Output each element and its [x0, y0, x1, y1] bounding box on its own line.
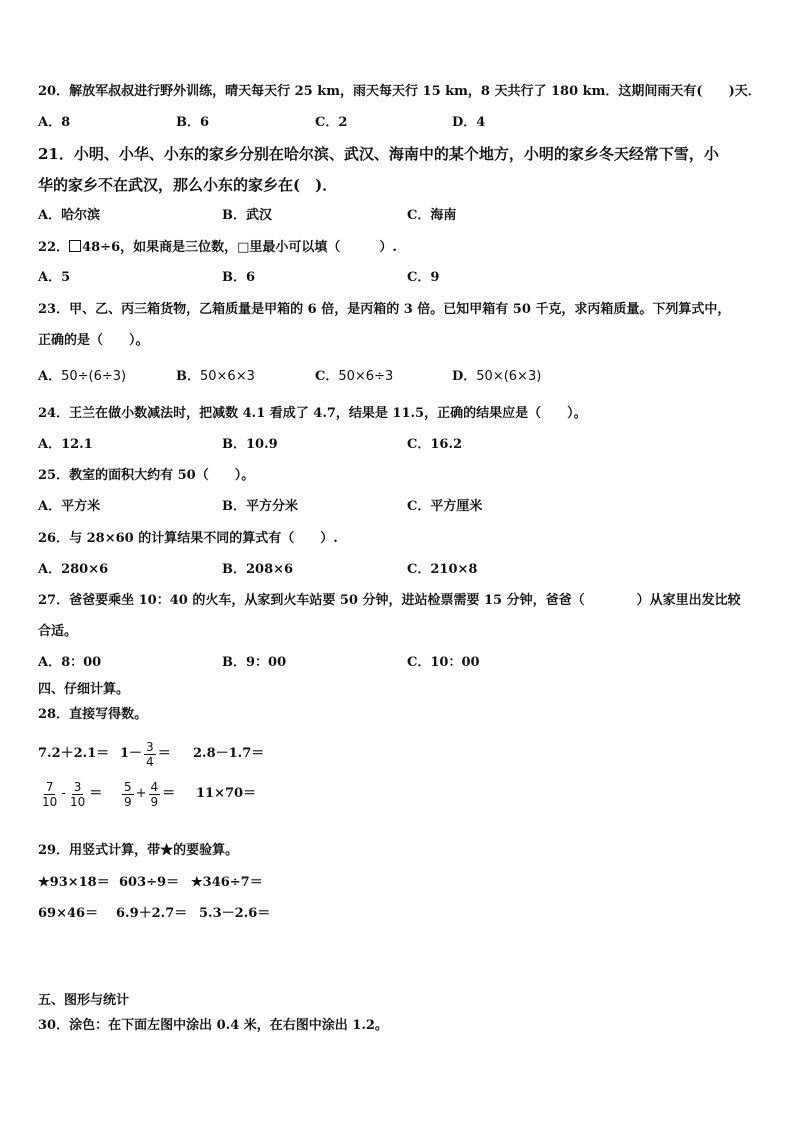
q20-option-c: C．2	[315, 115, 348, 130]
fraction-denominator: 9	[124, 794, 132, 809]
q28-expr-2-equals: ＝	[157, 746, 171, 761]
q23-option-d	[452, 369, 541, 385]
q23-option-d-label: D．	[452, 369, 477, 384]
fraction-denominator: 10	[69, 794, 86, 809]
q23-option-b	[176, 369, 255, 385]
q30-stem: 30．涂色：在下面左图中涂出 0.4 米，在右图中涂出 1.2。	[38, 1018, 388, 1033]
q28-expr-6: 11×70＝	[196, 786, 257, 801]
q22-option-c: C．9	[407, 270, 440, 285]
q20-stem: 20．解放军叔叔进行野外训练，晴天每天行 25 km，雨天每天行 15 km，8 天共行了 180 km．这期间雨天有( )天．	[38, 84, 761, 99]
q22-stem-text: 48÷6，如果商是三位数，□里最小可以填（ ）.	[82, 240, 397, 255]
q28-expr-4	[38, 773, 102, 815]
q23-option-a-expr: 50÷(6÷3)	[61, 369, 127, 384]
blank-box-icon	[69, 240, 81, 252]
minus-sign: -	[61, 786, 66, 801]
q23-option-a-label: A．	[38, 369, 62, 384]
q25-option-a: A．平方米	[38, 499, 101, 514]
q20-option-d: D．4	[452, 115, 486, 130]
q28-fraction	[144, 740, 156, 769]
fraction-denominator: 10	[42, 794, 58, 809]
q28-fraction	[40, 780, 59, 809]
q22-stem: 22． 48÷6，如果商是三位数，□里最小可以填（ ）.	[38, 240, 397, 255]
q21-stem-line2: 华的家乡不在武汉，那么小东的家乡在( )．	[38, 176, 338, 194]
q23-stem-line1: 23．甲、乙、丙三箱货物，乙箱质量是甲箱的 6 倍，是丙箱的 3 倍。已知甲箱有 50 千克，求丙箱质量。下列算式中，	[38, 302, 731, 317]
fraction-numerator: 4	[150, 779, 159, 794]
q28-fraction	[149, 780, 161, 809]
q25-stem: 25．教室的面积大约有 50（ ）。	[38, 468, 255, 483]
q24-option-a: A．12.1	[38, 437, 93, 452]
fraction-denominator: 4	[146, 754, 154, 769]
q27-stem-line1: 27．爸爸要乘坐 10：40 的火车，从家到火车站要 50 分钟，进站检票需要 15 分钟，爸爸（ ）从家里出发比较	[38, 593, 741, 608]
equals-sign: ＝	[89, 786, 103, 801]
q25-option-b: B．平方分米	[222, 499, 298, 514]
q26-option-c: C．210×8	[407, 562, 478, 577]
q22-option-a: A．5	[38, 270, 71, 285]
q27-option-a: A．8：00	[38, 655, 102, 670]
equals-sign: ＝	[162, 786, 176, 801]
q27-stem-line2: 合适。	[38, 624, 78, 639]
q24-option-c: C．16.2	[407, 437, 463, 452]
q29-expr-4: 69×46＝	[38, 906, 99, 921]
q26-stem: 26．与 28×60 的计算结果不同的算式有（ ）.	[38, 531, 338, 546]
q29-title: 29．用竖式计算，带★的要验算。	[38, 843, 239, 858]
q21-stem-line1: 21．小明、小华、小东的家乡分别在哈尔滨、武汉、海南中的某个地方，小明的家乡冬天经常下雪，小	[38, 145, 719, 163]
fraction-numerator: 3	[146, 739, 154, 754]
q21-option-c: C．海南	[407, 208, 457, 223]
q21-option-b: B．武汉	[222, 208, 272, 223]
q29-expr-2: 603÷9＝	[119, 875, 180, 890]
q20-option-b: B．6	[176, 115, 210, 130]
q25-option-c: C．平方厘米	[407, 499, 483, 514]
q26-option-a: A．280×6	[38, 562, 109, 577]
q20-option-a: A．8	[38, 115, 71, 130]
plus-sign: +	[135, 786, 147, 801]
section-4-heading: 四、仔细计算。	[38, 682, 130, 697]
q26-option-b: B．208×6	[222, 562, 294, 577]
q27-option-b: B．9：00	[222, 655, 287, 670]
q23-option-c-expr: 50×6÷3	[338, 369, 394, 384]
q29-expr-1: ★93×18＝	[38, 875, 110, 890]
section-5-heading: 五、图形与统计	[38, 993, 130, 1008]
q28-expr-3: 2.8－1.7＝	[193, 746, 265, 761]
q29-expr-5: 6.9＋2.7＝	[116, 906, 188, 921]
fraction-denominator: 9	[150, 794, 159, 809]
q24-stem: 24．王兰在做小数减法时，把减数 4.1 看成了 4.7，结果是 11.5，正确的结果应是（ ）。	[38, 406, 587, 421]
fraction-numerator: 5	[124, 779, 132, 794]
q28-title: 28．直接写得数。	[38, 707, 148, 722]
q23-stem-line2: 正确的是（ ）。	[38, 333, 149, 348]
q28-fraction	[122, 780, 134, 809]
q29-expr-6: 5.3－2.6＝	[199, 906, 271, 921]
q29-expr-3: ★346÷7＝	[191, 875, 263, 890]
q22-option-b: B．6	[222, 270, 256, 285]
q23-option-a	[38, 369, 126, 385]
fraction-numerator: 3	[73, 779, 82, 794]
q28-fraction	[68, 780, 87, 809]
q23-option-c	[315, 369, 393, 385]
q28-expr-2	[120, 733, 171, 775]
q28-expr-2-prefix: 1－	[120, 746, 143, 761]
q21-option-a: A．哈尔滨	[38, 208, 101, 223]
q24-option-b: B．10.9	[222, 437, 278, 452]
fraction-numerator: 7	[45, 779, 54, 794]
q23-option-b-label: B．	[176, 369, 200, 384]
q23-option-b-expr: 50×6×3	[200, 369, 255, 384]
q27-option-c: C．10：00	[407, 655, 480, 670]
q23-option-c-label: C．	[315, 369, 339, 384]
q23-option-d-expr: 50×(6×3)	[476, 369, 542, 384]
q28-expr-5	[120, 773, 175, 815]
q28-expr-1: 7.2＋2.1＝	[38, 746, 110, 761]
